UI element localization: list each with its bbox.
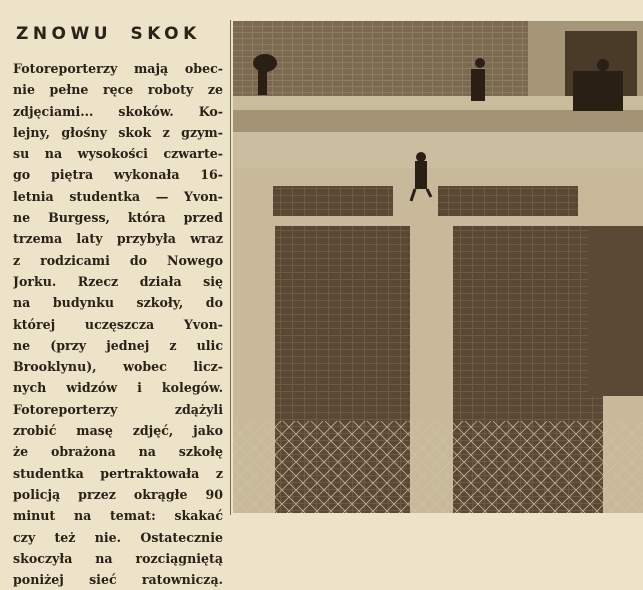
photo-illustration — [233, 21, 643, 513]
article-body — [13, 58, 223, 590]
article-line: su na wysokości czwarte- — [13, 146, 223, 162]
jumper-figure — [415, 161, 427, 189]
article-line: Fotoreporterzy zdążyli — [13, 401, 223, 417]
article-line: ne Burgess, która przed — [13, 210, 223, 226]
article-line: skoczyła na rozciągniętą — [13, 550, 223, 566]
article-line: policją przez okrągłe 90 — [13, 486, 223, 502]
article-line: czy też nie. Ostatecznie — [13, 529, 223, 545]
article-line: poniżej sieć ratowniczą. — [13, 572, 223, 588]
article-line: letnia studentka — Yvon- — [13, 188, 223, 204]
article-line: z rodzicami do Nowego — [13, 252, 223, 268]
article-line: że obrażona na szkołę — [13, 444, 223, 460]
safety-net — [233, 421, 643, 513]
article-line: Fotoreporterzy mają obec- — [13, 61, 223, 76]
article-line: Jorku. Rzecz działa się — [13, 273, 223, 289]
article-line: ne (przy jednej z ulic — [13, 337, 223, 353]
article-line: zrobić masę zdjęć, jako — [13, 423, 223, 439]
article-line: minut na temat: skakać — [13, 508, 223, 524]
article-line: trzema laty przybyła wraz — [13, 231, 223, 247]
article-line: Brooklynu), wobec licz- — [13, 359, 223, 375]
article-line: której uczęszcza Yvon- — [13, 316, 223, 332]
article-line: nych widzów i kolegów. — [13, 380, 223, 396]
news-photo-building-jump — [233, 21, 643, 513]
window-right — [588, 226, 643, 396]
article-line: go piętra wykonała 16- — [13, 167, 223, 183]
article-line: lejny, głośny skok z gzym- — [13, 124, 223, 140]
article-line: zdjęciami... skoków. Ko- — [13, 103, 223, 119]
article-line: na budynku szkoły, do — [13, 295, 223, 311]
upper-brick-wall — [233, 21, 533, 96]
column-divider — [230, 20, 231, 515]
article-line: studentka pertraktowała z — [13, 465, 223, 481]
article-line: nie pełne ręce roboty ze — [13, 82, 223, 98]
article-title: ZNOWU SKOK — [16, 24, 201, 44]
